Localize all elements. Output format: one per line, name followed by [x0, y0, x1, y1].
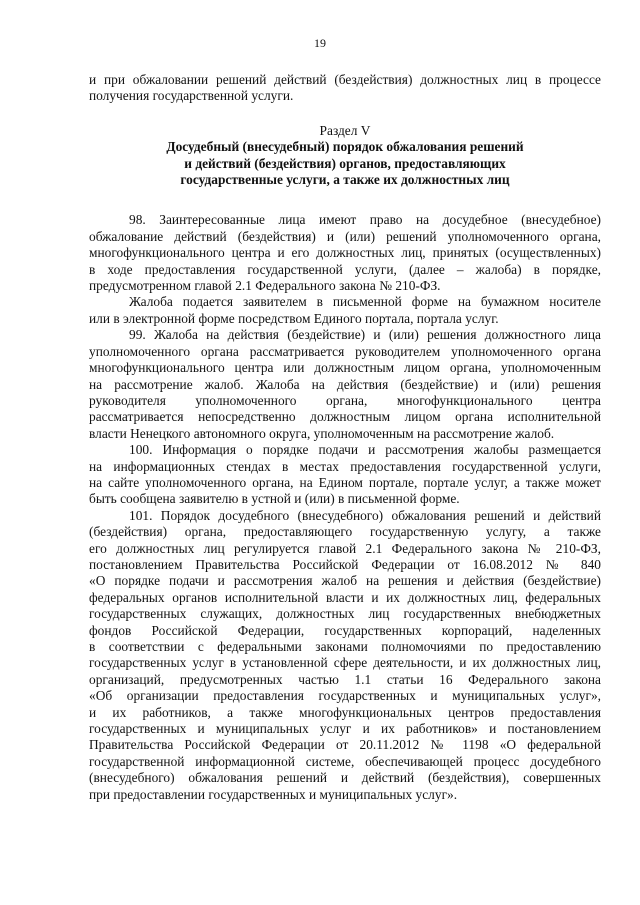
- text-line: государственных услуг в установленной сфере деятельности, и их должностных лиц,: [89, 655, 601, 671]
- paragraph-100: [89, 442, 601, 508]
- section-heading: [89, 123, 601, 189]
- text-line: 101. Порядок досудебного (внесудебного) обжалования решений и действий: [129, 507, 601, 523]
- text-line: на рассмотрение жалоб. Жалоба на действия (бездействие) и (или) решения: [89, 376, 601, 392]
- paragraph-99: [89, 327, 601, 442]
- text-line: организаций, предусмотренных частью 1.1 статьи 16 Федерального закона: [89, 671, 601, 687]
- text-line: 98. Заинтересованные лица имеют право на досудебное (внесудебное): [129, 212, 601, 228]
- text-line: постановлением Правительства Российской Федерации от 16.08.2012 № 840: [89, 556, 601, 572]
- intro-paragraph: [89, 72, 601, 105]
- text-line: на информационных стендах в местах предоставления государственной услуги,: [89, 458, 601, 474]
- text-line: при предоставлении государственных и муниципальных услуг».: [89, 786, 458, 802]
- text-line: его должностных лиц регулируется главой 2.1 Федерального закона № 210-ФЗ,: [89, 540, 601, 556]
- text-line: «О порядке подачи и рассмотрения жалоб на решения и действия (бездействие): [89, 573, 601, 589]
- text-line: многофункционального центра или должностным лицом органа, уполномоченным: [89, 360, 601, 376]
- text-line: федеральных органов исполнительной власти и их должностных лиц, федеральных: [89, 589, 601, 605]
- text-line: и при обжаловании решений действий (бездействия) должностных лиц в процессе: [89, 72, 601, 87]
- text-line: многофункционального центра и его должностных лиц, принятых (осуществленных): [89, 245, 601, 261]
- text-line: фондов Российской Федерации, государственных корпораций, наделенных: [89, 622, 601, 638]
- text-line: на сайте уполномоченного органа, на Едином портале, портале услуг, а также может: [89, 474, 601, 490]
- text-line: власти Ненецкого автономного округа, уполномоченным на рассмотрение жалоб.: [89, 425, 555, 441]
- section-title-line: государственные услуги, а также их должностных лиц: [180, 172, 510, 188]
- text-line: получения государственной услуги.: [89, 88, 294, 104]
- text-line: Жалоба подается заявителем в письменной форме на бумажном носителе: [129, 294, 601, 310]
- text-line: уполномоченного органа рассматривается руководителем уполномоченного органа: [89, 343, 601, 359]
- text-line: быть сообщена заявителю в устной и (или) в письменной форме.: [89, 491, 460, 507]
- text-line: государственной информационной системе, обеспечивающей процесс досудебного: [89, 753, 601, 769]
- text-line: 100. Информация о порядке подачи и рассмотрения жалобы размещается: [129, 442, 601, 458]
- section-label: Раздел V: [319, 122, 371, 138]
- text-line: рассматривается непосредственно должностным лицом органа исполнительной: [89, 409, 601, 425]
- paragraph-complaint-form: [89, 294, 601, 327]
- text-line: государственных служащих, должностных лиц государственных внебюджетных: [89, 606, 601, 622]
- text-line: обжалование действий (бездействия) и (или) решений уполномоченного органа,: [89, 228, 601, 244]
- page-number: 19: [314, 36, 326, 50]
- text-line: (бездействия) органа, предоставляющего государственную услугу, а также: [89, 524, 601, 540]
- section-body: [89, 212, 601, 803]
- text-line: государственных и муниципальных услуг и их работников» и постановлением: [89, 721, 601, 737]
- paragraph-98: [89, 212, 601, 294]
- text-line: в соответствии с федеральными законами полномочиями по предоставлению: [89, 639, 601, 654]
- text-line: «Об организации предоставления государственных и муниципальных услуг»,: [89, 688, 601, 704]
- text-line: руководителя уполномоченного органа, многофункционального центра: [89, 392, 601, 408]
- text-line: предусмотренном главой 2.1 Федерального закона № 210-ФЗ.: [89, 278, 441, 294]
- text-line: 99. Жалоба на действия (бездействие) и (или) решения должностного лица: [129, 327, 601, 343]
- text-line: (внесудебного) обжалования решений и действий (бездействия), совершенных: [89, 770, 601, 786]
- text-line: в ходе предоставления государственной услуги, (далее – жалоба) в порядке,: [89, 261, 601, 277]
- paragraph-101: [89, 508, 601, 803]
- section-title-line: и действий (бездействия) органов, предоставляющих: [184, 155, 506, 171]
- section-title-line: Досудебный (внесудебный) порядок обжалования решений: [166, 139, 524, 155]
- document-body: [89, 72, 601, 803]
- text-line: Правительства Российской Федерации от 20.11.2012 № 1198 «О федеральной: [89, 737, 601, 753]
- text-line: или в электронной форме посредством Единого портала, портала услуг.: [89, 310, 499, 326]
- text-line: и их работников, а также многофункциональных центров предоставления: [89, 704, 601, 720]
